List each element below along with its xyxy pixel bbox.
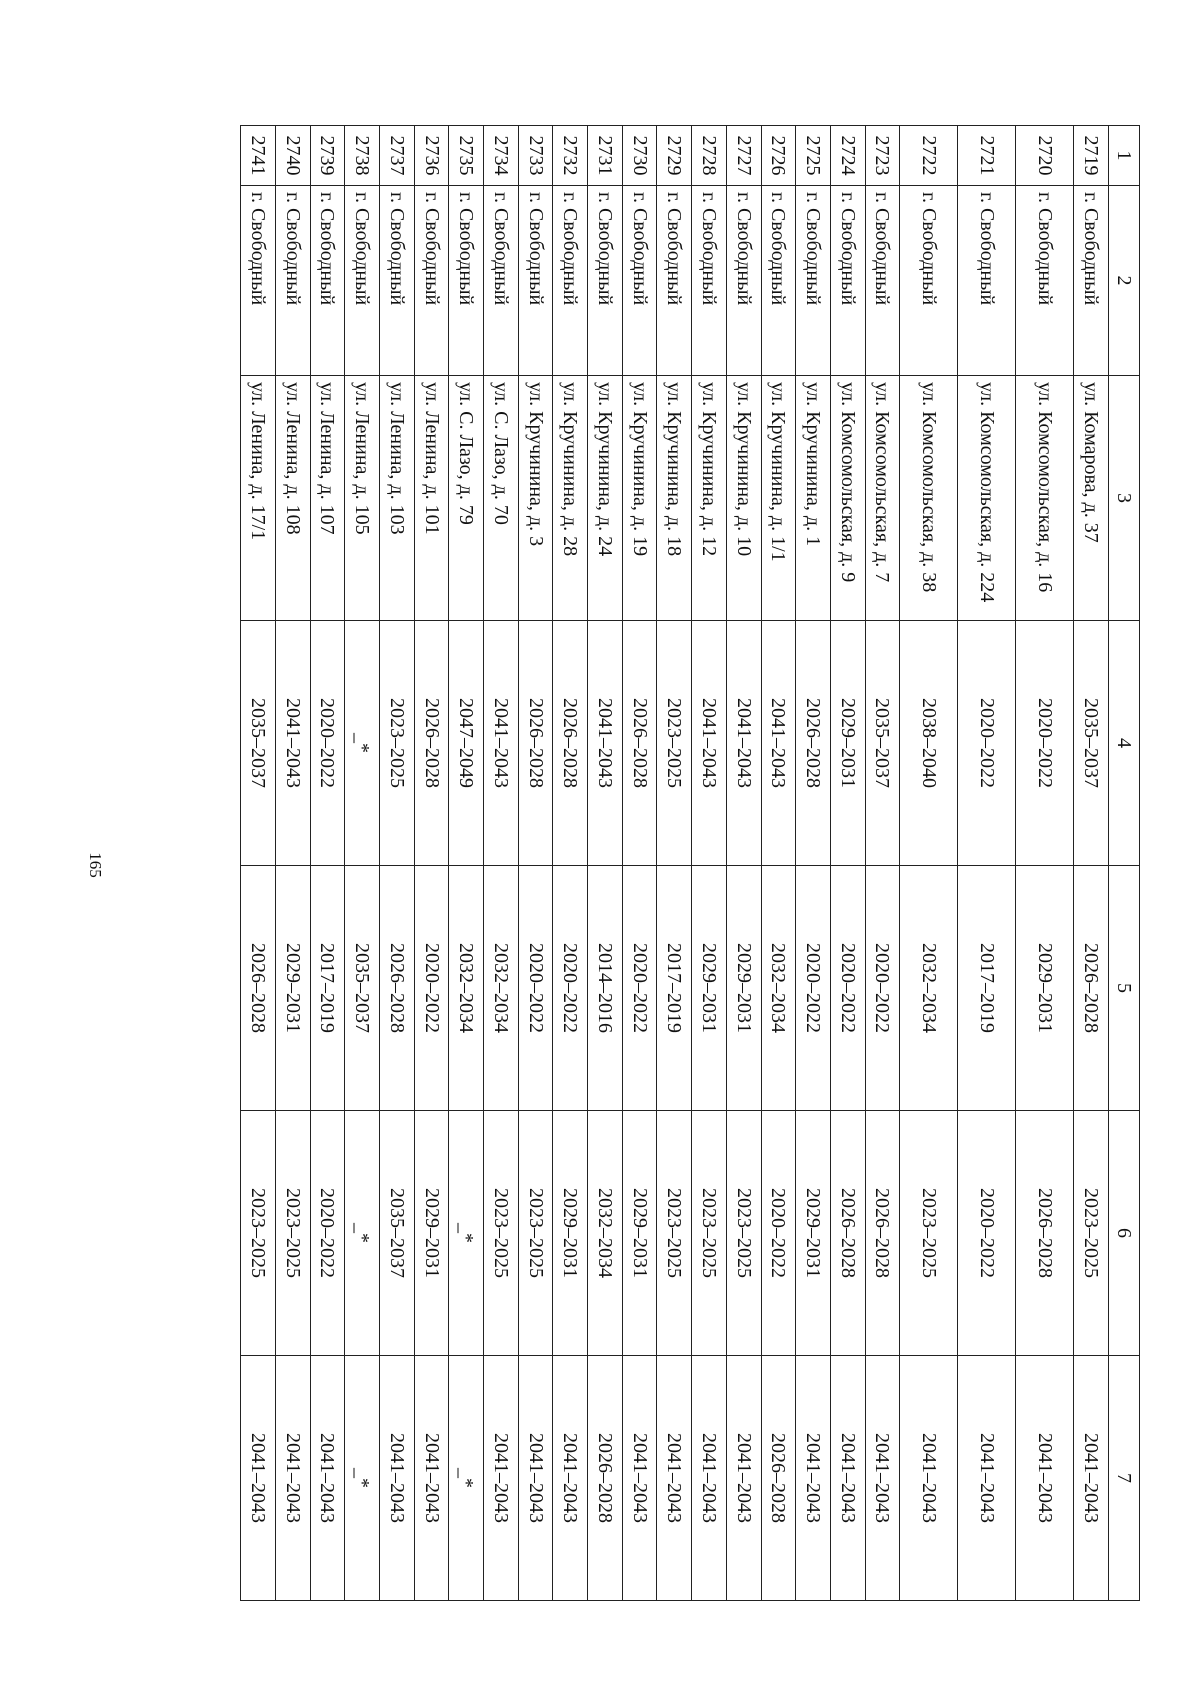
period-col4-cell: 2026–2028	[553, 621, 588, 866]
table-row	[518, 126, 553, 1601]
table-row	[484, 126, 519, 1601]
period-col6-cell: 2029–2031	[796, 1111, 831, 1356]
city-cell: г. Свободный	[380, 186, 415, 376]
table-row	[588, 126, 623, 1601]
period-col5-cell: 2020–2022	[830, 866, 865, 1111]
row-number-cell: 2736	[414, 126, 449, 186]
period-col5-cell: 2029–2031	[1016, 866, 1074, 1111]
period-col7-cell: 2041–2043	[484, 1356, 519, 1601]
table-row	[241, 126, 276, 1601]
row-number-cell: 2723	[865, 126, 900, 186]
address-cell: ул. Кручинина, д. 12	[692, 376, 727, 621]
city-cell: г. Свободный	[726, 186, 761, 376]
period-col6-cell: 2029–2031	[553, 1111, 588, 1356]
period-col6-cell: 2023–2025	[657, 1111, 692, 1356]
row-number-cell: 2732	[553, 126, 588, 186]
row-number-cell: 2738	[345, 126, 380, 186]
address-cell: ул. Кручинина, д. 24	[588, 376, 623, 621]
address-cell: ул. Ленина, д. 101	[414, 376, 449, 621]
period-col4-cell: 2020–2022	[1016, 621, 1074, 866]
period-col5-cell: 2032–2034	[900, 866, 958, 1111]
table-row	[553, 126, 588, 1601]
row-number-cell: 2740	[275, 126, 310, 186]
period-col6-cell: 2026–2028	[830, 1111, 865, 1356]
period-col7-cell: 2041–2043	[518, 1356, 553, 1601]
address-cell: ул. Комсомольская, д. 9	[830, 376, 865, 621]
row-number-cell: 2730	[622, 126, 657, 186]
address-cell: ул. Комарова, д. 37	[1074, 376, 1109, 621]
period-col5-cell: 2020–2022	[553, 866, 588, 1111]
row-number-cell: 2739	[310, 126, 345, 186]
table-row	[1016, 126, 1074, 1601]
rotated-table-container	[240, 125, 1140, 1600]
address-cell: ул. Ленина, д. 103	[380, 376, 415, 621]
city-cell: г. Свободный	[345, 186, 380, 376]
address-cell: ул. С. Лазо, д. 79	[449, 376, 484, 621]
repair-schedule-table	[240, 125, 1140, 1601]
period-col7-cell: 2041–2043	[692, 1356, 727, 1601]
row-number-cell: 2741	[241, 126, 276, 186]
table-row	[1074, 126, 1109, 1601]
period-col5-cell: 2017–2019	[310, 866, 345, 1111]
period-col4-cell: 2038–2040	[900, 621, 958, 866]
period-col5-cell: 2017–2019	[958, 866, 1016, 1111]
period-col4-cell: 2026–2028	[622, 621, 657, 866]
table-row	[865, 126, 900, 1601]
column-header: 2	[1109, 186, 1140, 376]
page-number: 165	[85, 852, 105, 878]
period-col4-cell: 2026–2028	[796, 621, 831, 866]
period-col5-cell: 2029–2031	[726, 866, 761, 1111]
row-number-cell: 2721	[958, 126, 1016, 186]
period-col6-cell: 2032–2034	[588, 1111, 623, 1356]
period-col4-cell: 2035–2037	[865, 621, 900, 866]
row-number-cell: 2724	[830, 126, 865, 186]
column-header: 1	[1109, 126, 1140, 186]
period-col7-cell: 2041–2043	[830, 1356, 865, 1601]
period-col5-cell: 2020–2022	[865, 866, 900, 1111]
address-cell: ул. Кручинина, д. 18	[657, 376, 692, 621]
table-row	[726, 126, 761, 1601]
period-col4-cell: 2023–2025	[380, 621, 415, 866]
period-col5-cell: 2035–2037	[345, 866, 380, 1111]
city-cell: г. Свободный	[414, 186, 449, 376]
row-number-cell: 2734	[484, 126, 519, 186]
period-col7-cell: _*	[345, 1356, 380, 1601]
row-number-cell: 2735	[449, 126, 484, 186]
period-col4-cell: 2041–2043	[726, 621, 761, 866]
period-col6-cell: 2020–2022	[310, 1111, 345, 1356]
city-cell: г. Свободный	[830, 186, 865, 376]
city-cell: г. Свободный	[553, 186, 588, 376]
address-cell: ул. Кручинина, д. 1/1	[761, 376, 796, 621]
period-col6-cell: 2035–2037	[380, 1111, 415, 1356]
address-cell: ул. Комсомольская, д. 7	[865, 376, 900, 621]
address-cell: ул. Кручинина, д. 3	[518, 376, 553, 621]
city-cell: г. Свободный	[518, 186, 553, 376]
row-number-cell: 2719	[1074, 126, 1109, 186]
city-cell: г. Свободный	[958, 186, 1016, 376]
row-number-cell: 2726	[761, 126, 796, 186]
address-cell: ул. Ленина, д. 17/1	[241, 376, 276, 621]
table-row	[380, 126, 415, 1601]
period-col6-cell: 2023–2025	[1074, 1111, 1109, 1356]
city-cell: г. Свободный	[692, 186, 727, 376]
period-col5-cell: 2017–2019	[657, 866, 692, 1111]
period-col4-cell: 2023–2025	[657, 621, 692, 866]
row-number-cell: 2720	[1016, 126, 1074, 186]
address-cell: ул. Комсомольская, д. 224	[958, 376, 1016, 621]
period-col7-cell: 2041–2043	[414, 1356, 449, 1601]
table-row	[310, 126, 345, 1601]
city-cell: г. Свободный	[449, 186, 484, 376]
table-row	[449, 126, 484, 1601]
city-cell: г. Свободный	[1016, 186, 1074, 376]
period-col5-cell: 2020–2022	[518, 866, 553, 1111]
period-col4-cell: 2041–2043	[484, 621, 519, 866]
period-col5-cell: 2020–2022	[414, 866, 449, 1111]
period-col6-cell: 2023–2025	[726, 1111, 761, 1356]
period-col6-cell: 2020–2022	[958, 1111, 1016, 1356]
period-col7-cell: 2026–2028	[761, 1356, 796, 1601]
city-cell: г. Свободный	[761, 186, 796, 376]
period-col4-cell: 2041–2043	[588, 621, 623, 866]
period-col5-cell: 2026–2028	[380, 866, 415, 1111]
period-col5-cell: 2020–2022	[796, 866, 831, 1111]
period-col4-cell: 2035–2037	[1074, 621, 1109, 866]
period-col7-cell: 2041–2043	[726, 1356, 761, 1601]
period-col6-cell: 2023–2025	[275, 1111, 310, 1356]
column-header: 6	[1109, 1111, 1140, 1356]
period-col6-cell: _*	[345, 1111, 380, 1356]
city-cell: г. Свободный	[1074, 186, 1109, 376]
period-col6-cell: 2029–2031	[414, 1111, 449, 1356]
table-row	[622, 126, 657, 1601]
period-col4-cell: 2020–2022	[310, 621, 345, 866]
table-header-row	[1109, 126, 1140, 1601]
city-cell: г. Свободный	[657, 186, 692, 376]
address-cell: ул. Ленина, д. 105	[345, 376, 380, 621]
period-col6-cell: 2026–2028	[865, 1111, 900, 1356]
period-col4-cell: 2035–2037	[241, 621, 276, 866]
column-header: 7	[1109, 1356, 1140, 1601]
city-cell: г. Свободный	[900, 186, 958, 376]
period-col4-cell: 2026–2028	[414, 621, 449, 866]
period-col7-cell: 2041–2043	[796, 1356, 831, 1601]
city-cell: г. Свободный	[622, 186, 657, 376]
row-number-cell: 2725	[796, 126, 831, 186]
table-row	[414, 126, 449, 1601]
period-col7-cell: 2041–2043	[241, 1356, 276, 1601]
period-col5-cell: 2032–2034	[761, 866, 796, 1111]
table-row	[275, 126, 310, 1601]
period-col4-cell: 2047–2049	[449, 621, 484, 866]
period-col7-cell: 2041–2043	[865, 1356, 900, 1601]
address-cell: ул. Ленина, д. 107	[310, 376, 345, 621]
city-cell: г. Свободный	[241, 186, 276, 376]
city-cell: г. Свободный	[796, 186, 831, 376]
period-col6-cell: 2029–2031	[622, 1111, 657, 1356]
address-cell: ул. Ленина, д. 108	[275, 376, 310, 621]
period-col7-cell: 2041–2043	[380, 1356, 415, 1601]
row-number-cell: 2728	[692, 126, 727, 186]
table-row	[657, 126, 692, 1601]
period-col5-cell: 2020–2022	[622, 866, 657, 1111]
row-number-cell: 2733	[518, 126, 553, 186]
address-cell: ул. С. Лазо, д. 70	[484, 376, 519, 621]
period-col4-cell: 2026–2028	[518, 621, 553, 866]
period-col7-cell: 2041–2043	[1074, 1356, 1109, 1601]
city-cell: г. Свободный	[865, 186, 900, 376]
table-row	[761, 126, 796, 1601]
period-col4-cell: 2020–2022	[958, 621, 1016, 866]
row-number-cell: 2729	[657, 126, 692, 186]
period-col7-cell: 2041–2043	[275, 1356, 310, 1601]
period-col5-cell: 2026–2028	[241, 866, 276, 1111]
address-cell: ул. Кручинина, д. 10	[726, 376, 761, 621]
row-number-cell: 2737	[380, 126, 415, 186]
period-col6-cell: 2023–2025	[518, 1111, 553, 1356]
period-col6-cell: 2023–2025	[484, 1111, 519, 1356]
period-col6-cell: 2023–2025	[692, 1111, 727, 1356]
row-number-cell: 2727	[726, 126, 761, 186]
period-col5-cell: 2029–2031	[275, 866, 310, 1111]
period-col7-cell: 2041–2043	[1016, 1356, 1074, 1601]
period-col4-cell: 2041–2043	[275, 621, 310, 866]
address-cell: ул. Кручинина, д. 19	[622, 376, 657, 621]
period-col4-cell: 2041–2043	[692, 621, 727, 866]
column-header: 3	[1109, 376, 1140, 621]
table-body	[241, 126, 1109, 1601]
period-col7-cell: 2041–2043	[657, 1356, 692, 1601]
period-col5-cell: 2032–2034	[484, 866, 519, 1111]
row-number-cell: 2731	[588, 126, 623, 186]
address-cell: ул. Комсомольская, д. 38	[900, 376, 958, 621]
period-col7-cell: 2041–2043	[958, 1356, 1016, 1601]
period-col6-cell: _*	[449, 1111, 484, 1356]
table-row	[830, 126, 865, 1601]
period-col4-cell: _*	[345, 621, 380, 866]
period-col5-cell: 2026–2028	[1074, 866, 1109, 1111]
period-col6-cell: 2023–2025	[900, 1111, 958, 1356]
table-row	[692, 126, 727, 1601]
period-col4-cell: 2029–2031	[830, 621, 865, 866]
period-col7-cell: 2041–2043	[900, 1356, 958, 1601]
address-cell: ул. Кручинина, д. 1	[796, 376, 831, 621]
city-cell: г. Свободный	[310, 186, 345, 376]
column-header: 5	[1109, 866, 1140, 1111]
address-cell: ул. Кручинина, д. 28	[553, 376, 588, 621]
table-row	[958, 126, 1016, 1601]
period-col7-cell: 2041–2043	[553, 1356, 588, 1601]
city-cell: г. Свободный	[275, 186, 310, 376]
period-col7-cell: 2041–2043	[310, 1356, 345, 1601]
period-col6-cell: 2020–2022	[761, 1111, 796, 1356]
table-row	[900, 126, 958, 1601]
period-col7-cell: _*	[449, 1356, 484, 1601]
period-col5-cell: 2032–2034	[449, 866, 484, 1111]
period-col4-cell: 2041–2043	[761, 621, 796, 866]
period-col5-cell: 2014–2016	[588, 866, 623, 1111]
city-cell: г. Свободный	[484, 186, 519, 376]
period-col7-cell: 2026–2028	[588, 1356, 623, 1601]
table-row	[796, 126, 831, 1601]
period-col5-cell: 2029–2031	[692, 866, 727, 1111]
period-col6-cell: 2026–2028	[1016, 1111, 1074, 1356]
period-col7-cell: 2041–2043	[622, 1356, 657, 1601]
period-col6-cell: 2023–2025	[241, 1111, 276, 1356]
row-number-cell: 2722	[900, 126, 958, 186]
table-row	[345, 126, 380, 1601]
address-cell: ул. Комсомольская, д. 16	[1016, 376, 1074, 621]
city-cell: г. Свободный	[588, 186, 623, 376]
column-header: 4	[1109, 621, 1140, 866]
